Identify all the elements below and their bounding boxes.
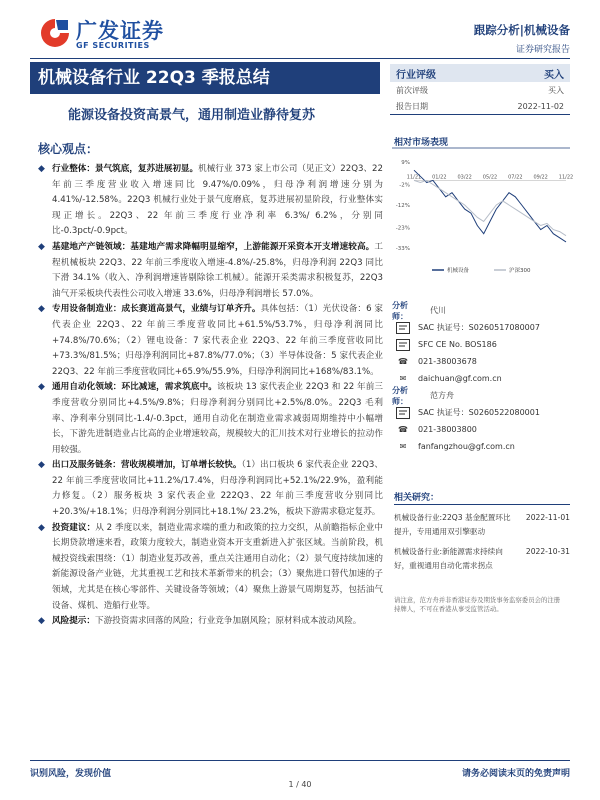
analyst-2-name: 范方舟 (430, 391, 454, 400)
phone-icon: ☎ (398, 357, 408, 366)
analyst-1-email-row[interactable] (392, 370, 570, 387)
report-date-row (390, 98, 570, 115)
y-tick-label: 9% (401, 160, 410, 166)
gf-securities-logo (38, 14, 173, 54)
page-number: 1 / 40 (288, 780, 312, 789)
email-icon: ✉ (399, 374, 407, 383)
legend-label: 沪深300 (509, 268, 531, 274)
rating-label: 行业评级 (396, 69, 436, 81)
bullet-infrastructure-chain: ◆ 基建地产产链领域：基建地产需求降幅明显缩窄，上游能源开采资本开支增速较高。工程机械板块 22Q3、22 年前三季度收入增速-4.8%/-25.8%，归母净利润 22Q3 同比下滑 34.1%（收入、净利润增速皆剔除徐工机械）。能源开采类需求积极复苏，22Q3 油气开采板块代表性公司收入增速 33.6%，归母净利润增长 57.0%。 (38, 240, 383, 302)
rating-row (390, 64, 570, 82)
footer-disclaimer: 请务必阅读末页的免责声明 (461, 769, 570, 779)
analyst-2-phone-row (392, 421, 570, 438)
relative-performance-chart (392, 148, 574, 280)
y-tick-label: -12% (395, 203, 410, 209)
y-tick-label: -23% (395, 225, 410, 232)
related-item-title[interactable]: 机械设备行业:新能源需求持续向好，重视通用自动化需求拐点 (394, 547, 503, 570)
y-tick-label: -2% (399, 182, 410, 189)
analyst-info (392, 302, 570, 455)
analyst-1-sfc-row (392, 336, 570, 353)
x-tick-label: 01/22 (432, 174, 447, 181)
x-tick-label: 05/22 (482, 174, 498, 181)
x-tick-label: 09/22 (533, 174, 548, 181)
x-tick-label: 11/21 (406, 174, 422, 181)
brand-name-cn: 广发证券 (76, 19, 164, 43)
bullet-general-automation: ◆ 通用自动化领域：环比减速，需求筑底中。该板块 13 家代表企业 22Q3 和 22 年前三季度营收分别同比+4.5%/9.8%；归母净利润分别同比+2.5%/8.0%。22Q3 毛利率、净利率分别同比-1.4/-0.3pct，通用自动化在制造业需求减弱周期维持中小幅增长，下游先进制造业占比高的企业增速较高，规模较大的汇川技术对行业增长的拉动作用较强。 (38, 380, 383, 458)
bullet-export-service: ◆ 出口及服务链条：营收规模增加，订单增长较快。（1）出口板块 6 家代表企业 22Q3、22 年前三季度营收同比+11.2%/17.4%，归母净利润同比+52.1%/22.9%，盈利能力修复。（2）服务板块 3 家代表企业 222Q3、22 年前三季度营收分别同比+20.3%/+18.1%；归母净利润分别同比+18.1%/ 23.2%，板块下游需求稳定复苏。 (38, 458, 383, 520)
y-tick-label: -33% (395, 246, 410, 252)
x-tick-label: 11/22 (558, 174, 574, 181)
phone-icon: ☎ (398, 425, 408, 434)
chart-title: 相对市场表现 (394, 138, 449, 148)
x-tick-label: 07/22 (508, 174, 523, 181)
analyst-note: 请注意，范方舟并非香港证券及期货事务监察委员会的注册持牌人，不可在香港从事受监管活动。 (394, 596, 561, 613)
related-item[interactable] (394, 539, 570, 573)
footer-slogan: 识别风险，发现价值 (30, 769, 112, 779)
analyst-1-phone-row (392, 353, 570, 370)
analyst-2-email-row[interactable] (392, 438, 570, 455)
analyst-1-sac-row (392, 319, 570, 336)
analyst-2-email[interactable]: fanfangzhou@gf.com.cn (418, 442, 515, 451)
bullet-special-equipment: ◆ 专用设备制造业：成长赛道高景气，业绩与订单齐升。具体包括：（1）光伏设备：6 家代表企业 22Q3、22 年前三季度营收同比+61.5%/53.7%，归母净利润同比+74.8%/70.6%；（2）锂电设备：7 家代表企业 22Q3、22 年前三季度营收同比+73.3%/81.5%；归母净利润同比+87.8%/77.0%；（3）半导体设备：5 家代表企业 22Q3、22 年前三季度营收同比+65.9%/55.9%，归母净利润同比+168%/83.1%。 (38, 302, 383, 380)
header-meta (474, 22, 570, 55)
legend-label: 机械设备 (447, 268, 470, 274)
core-views-heading: 核心观点： (38, 142, 99, 156)
analyst-1-name: 代川 (430, 306, 446, 315)
bullet-risk-warning: ◆ 风险提示：下游投资需求回落的风险；行业竞争加剧风险；原材料成本波动风险。 (38, 614, 383, 630)
prev-rating-row (390, 82, 570, 98)
analyst-1-name-row (392, 302, 570, 319)
gf-logo-icon (38, 16, 72, 50)
report-subtitle: 能源设备投资高景气，通用制造业静待复苏 (68, 108, 316, 123)
report-date-label: 报告日期 (396, 101, 428, 111)
x-tick-label: 03/22 (457, 174, 472, 181)
analyst-2-phone: 021-38003800 (418, 425, 477, 434)
analyst-1-sac: SAC 执证号：S0260517080007 (418, 323, 540, 332)
related-item-date: 2022-10-31 (525, 547, 570, 556)
certificate-icon (392, 321, 414, 335)
series-line-machinery (414, 170, 566, 242)
related-item-date: 2022-11-01 (525, 513, 570, 522)
related-item-title[interactable]: 机械设备行业:22Q3 基金配置环比提升，专用通用双引擎驱动 (394, 513, 511, 536)
header-divider (30, 58, 570, 59)
analyst-1-sfc: SFC CE No. BOS186 (418, 340, 497, 349)
analyst-1-phone: 021-38003678 (418, 357, 477, 366)
related-item[interactable] (394, 505, 570, 539)
report-title: 机械设备行业 22Q3 季报总结 (30, 62, 380, 94)
certificate-icon (392, 338, 414, 352)
core-views-list (38, 162, 383, 630)
certificate-icon (392, 406, 414, 420)
prev-rating-label: 前次评级 (396, 85, 428, 95)
footer-divider (30, 760, 570, 761)
report-type: 证券研究报告 (515, 45, 570, 55)
analyst-1-email[interactable]: daichuan@gf.com.cn (418, 374, 502, 383)
rating-value: 买入 (544, 69, 564, 81)
email-icon: ✉ (399, 442, 407, 451)
analyst-2-sac-row (392, 404, 570, 421)
analyst-label: 分析师： (392, 300, 408, 321)
prev-rating-value: 买入 (548, 85, 564, 95)
analyst-2-sac: SAC 执证号：S0260522080001 (418, 408, 540, 417)
analyst-2-name-row (392, 387, 570, 404)
rating-box (390, 64, 570, 115)
bullet-industry-overall: ◆ 行业整体：景气筑底，复苏进展初显。机械行业 373 家上市公司（见正文）22Q3、22 年前三季度营业收入增速同比 9.47%/0.09%，归母净利润增速分别为 4.41%/-12.58%。22Q3 机械行业处于景气度磨底，复苏进展初显阶段，行业整体实现正增长。22Q3、22 年前三季度行业净利率 6.3%/ 6.2%，分别同比-0.3pct/-0.9pct。 (38, 162, 383, 240)
report-date-value: 2022-11-02 (517, 101, 564, 111)
related-research-list (394, 504, 570, 573)
bullet-investment-advice: ◆ 投资建议：从 2 季度以来，制造业需求端的重力和政策的拉力交织，从前瞻指标企业中长期贷款增速来看，政策力度较大，制造业资本开支重新进入扩张区域。当前阶段，机械投资线索围绕：（1）制造业复苏改善，重点关注通用自动化；（2）景气度持续加速的新能源设备产业链，尤其重视工艺和技术革新带来的机会；（3）聚焦进口替代加速的子领域，尤其是在核心零部件、关键设备等领域；（4）聚焦上游景气周期复苏，包括油气设备、煤机、造船行业等。 (38, 521, 383, 615)
analyst-label: 分析师： (392, 385, 408, 406)
brand-name-en: GF SECURITIES (76, 41, 150, 50)
related-research-heading: 相关研究： (394, 493, 440, 503)
report-category: 跟踪分析|机械设备 (473, 23, 570, 37)
